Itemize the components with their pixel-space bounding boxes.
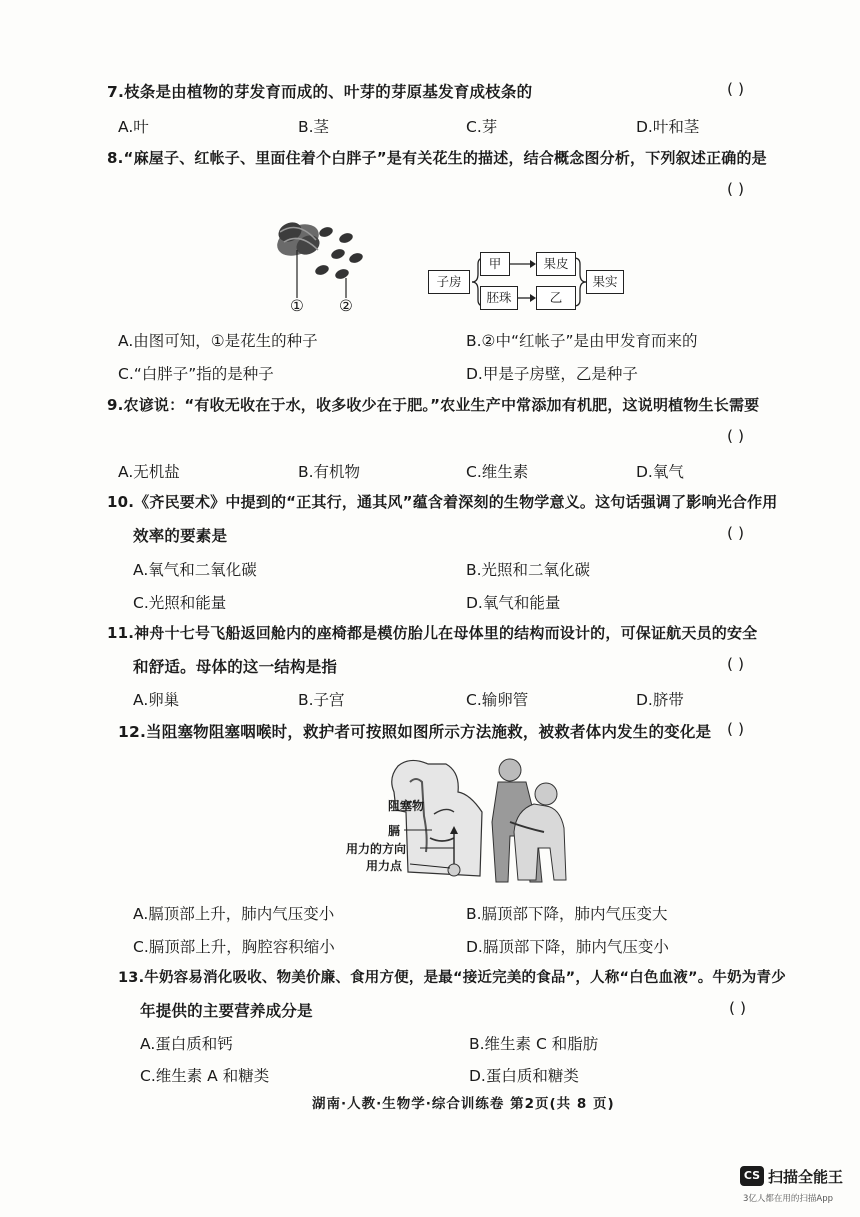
question-7-option-b: B.茎 bbox=[298, 118, 330, 136]
question-7-option-c: C.芽 bbox=[466, 118, 498, 136]
question-7-stem: 7.枝条是由植物的芽发育而成的、叶芽的芽原基发育成枝条的 bbox=[107, 83, 533, 101]
question-11-stem-line1: 11.神舟十七号飞船返回舱内的座椅都是模仿胎儿在母体里的结构而设计的，可保证航天员的安全 bbox=[107, 624, 758, 642]
peanut-shell-image bbox=[272, 218, 324, 262]
concept-box-jia: 甲 bbox=[480, 252, 510, 276]
question-9-option-b: B.有机物 bbox=[298, 463, 361, 481]
camscanner-tagline: 3亿人都在用的扫描App bbox=[743, 1194, 834, 1204]
question-13-stem-line2: 年提供的主要营养成分是 bbox=[140, 1002, 313, 1020]
marker-2: ② bbox=[339, 297, 353, 315]
peanut-illustration bbox=[268, 210, 373, 318]
label-force-point: 用力点 bbox=[366, 859, 403, 873]
concept-box-yi: 乙 bbox=[536, 286, 576, 310]
anatomy-cross-section bbox=[392, 760, 482, 876]
question-13-answer-paren: ( ) bbox=[729, 999, 747, 1017]
question-11-option-b: B.子宫 bbox=[298, 691, 345, 709]
concept-box-ovary: 子房 bbox=[428, 270, 470, 294]
question-11-answer-paren: ( ) bbox=[727, 655, 745, 673]
question-13-option-d: D.蛋白质和糖类 bbox=[469, 1067, 579, 1085]
question-12-option-b: B.膈顶部下降，肺内气压变大 bbox=[466, 905, 668, 923]
question-10-answer-paren: ( ) bbox=[727, 524, 745, 542]
question-10-option-d: D.氧气和能量 bbox=[466, 594, 561, 612]
question-8-answer-paren: ( ) bbox=[727, 180, 745, 198]
question-10-option-c: C.光照和能量 bbox=[133, 594, 227, 612]
question-13-option-a: A.蛋白质和钙 bbox=[140, 1035, 233, 1053]
question-13-option-c: C.维生素 A 和糖类 bbox=[140, 1067, 270, 1085]
rescuer-and-victim-figure bbox=[492, 759, 566, 882]
question-9-option-c: C.维生素 bbox=[466, 463, 529, 481]
question-9-option-d: D.氧气 bbox=[636, 463, 684, 481]
question-9-stem: 9.农谚说：“有收无收在于水，收多收少在于肥。”农业生产中常添加有机肥，这说明植物生长需要 bbox=[107, 396, 760, 414]
question-11-option-d: D.脐带 bbox=[636, 691, 684, 709]
question-8-option-d: D.甲是子房壁，乙是种子 bbox=[466, 365, 638, 383]
question-7-option-a: A.叶 bbox=[118, 118, 149, 136]
question-11-option-c: C.输卵管 bbox=[466, 691, 529, 709]
label-diaphragm: 膈 bbox=[388, 824, 401, 838]
page-footer: 湖南·人教·生物学·综合训练卷 第2页(共 8 页) bbox=[312, 1096, 615, 1112]
concept-box-pericarp: 果皮 bbox=[536, 252, 576, 276]
concept-box-fruit: 果实 bbox=[586, 270, 624, 294]
question-8-option-b: B.②中“红帐子”是由甲发育而来的 bbox=[466, 332, 698, 350]
camscanner-logo: CS bbox=[740, 1166, 764, 1186]
question-11-stem-line2: 和舒适。母体的这一结构是指 bbox=[133, 658, 338, 676]
question-11-option-a: A.卵巢 bbox=[133, 691, 180, 709]
question-12-option-a: A.膈顶部上升，肺内气压变小 bbox=[133, 905, 335, 923]
question-13-option-b: B.维生素 C 和脂肪 bbox=[469, 1035, 599, 1053]
question-10-option-a: A.氧气和二氧化碳 bbox=[133, 561, 257, 579]
peanut-seeds-image bbox=[314, 225, 364, 280]
question-8-option-c: C.“白胖子”指的是种子 bbox=[118, 365, 274, 383]
question-7-option-d: D.叶和茎 bbox=[636, 118, 700, 136]
question-9-option-a: A.无机盐 bbox=[118, 463, 180, 481]
label-obstruction: 阻塞物 bbox=[388, 799, 425, 813]
label-force-direction: 用力的方向 bbox=[346, 842, 407, 856]
question-13-stem-line1: 13.牛奶容易消化吸收、物美价廉、食用方便，是最“接近完美的食品”，人称“白色血液”。牛奶为青少 bbox=[118, 970, 786, 986]
question-12-option-d: D.膈顶部下降，肺内气压变小 bbox=[466, 938, 669, 956]
concept-box-ovule: 胚珠 bbox=[480, 286, 518, 310]
question-8-option-a: A.由图可知，①是花生的种子 bbox=[118, 332, 318, 350]
question-12-answer-paren: ( ) bbox=[727, 720, 745, 738]
question-12-option-c: C.膈顶部上升，胸腔容积缩小 bbox=[133, 938, 335, 956]
question-12-stem: 12.当阻塞物阻塞咽喉时，救护者可按照如图所示方法施救，被救者体内发生的变化是 bbox=[118, 723, 712, 741]
question-10-option-b: B.光照和二氧化碳 bbox=[466, 561, 591, 579]
question-10-stem-line2: 效率的要素是 bbox=[133, 527, 228, 545]
question-9-answer-paren: ( ) bbox=[727, 427, 745, 445]
question-10-stem-line1: 10.《齐民要术》中提到的“正其行，通其风”蕴含着深刻的生物学意义。这句话强调了影响光合作用 bbox=[107, 493, 778, 511]
camscanner-brand: 扫描全能王 bbox=[768, 1168, 844, 1186]
marker-1: ① bbox=[290, 297, 304, 315]
question-8-stem: 8.“麻屋子、红帐子、里面住着个白胖子”是有关花生的描述，结合概念图分析，下列叙述正确的是 bbox=[107, 149, 767, 167]
question-7-answer-paren: ( ) bbox=[727, 80, 745, 98]
